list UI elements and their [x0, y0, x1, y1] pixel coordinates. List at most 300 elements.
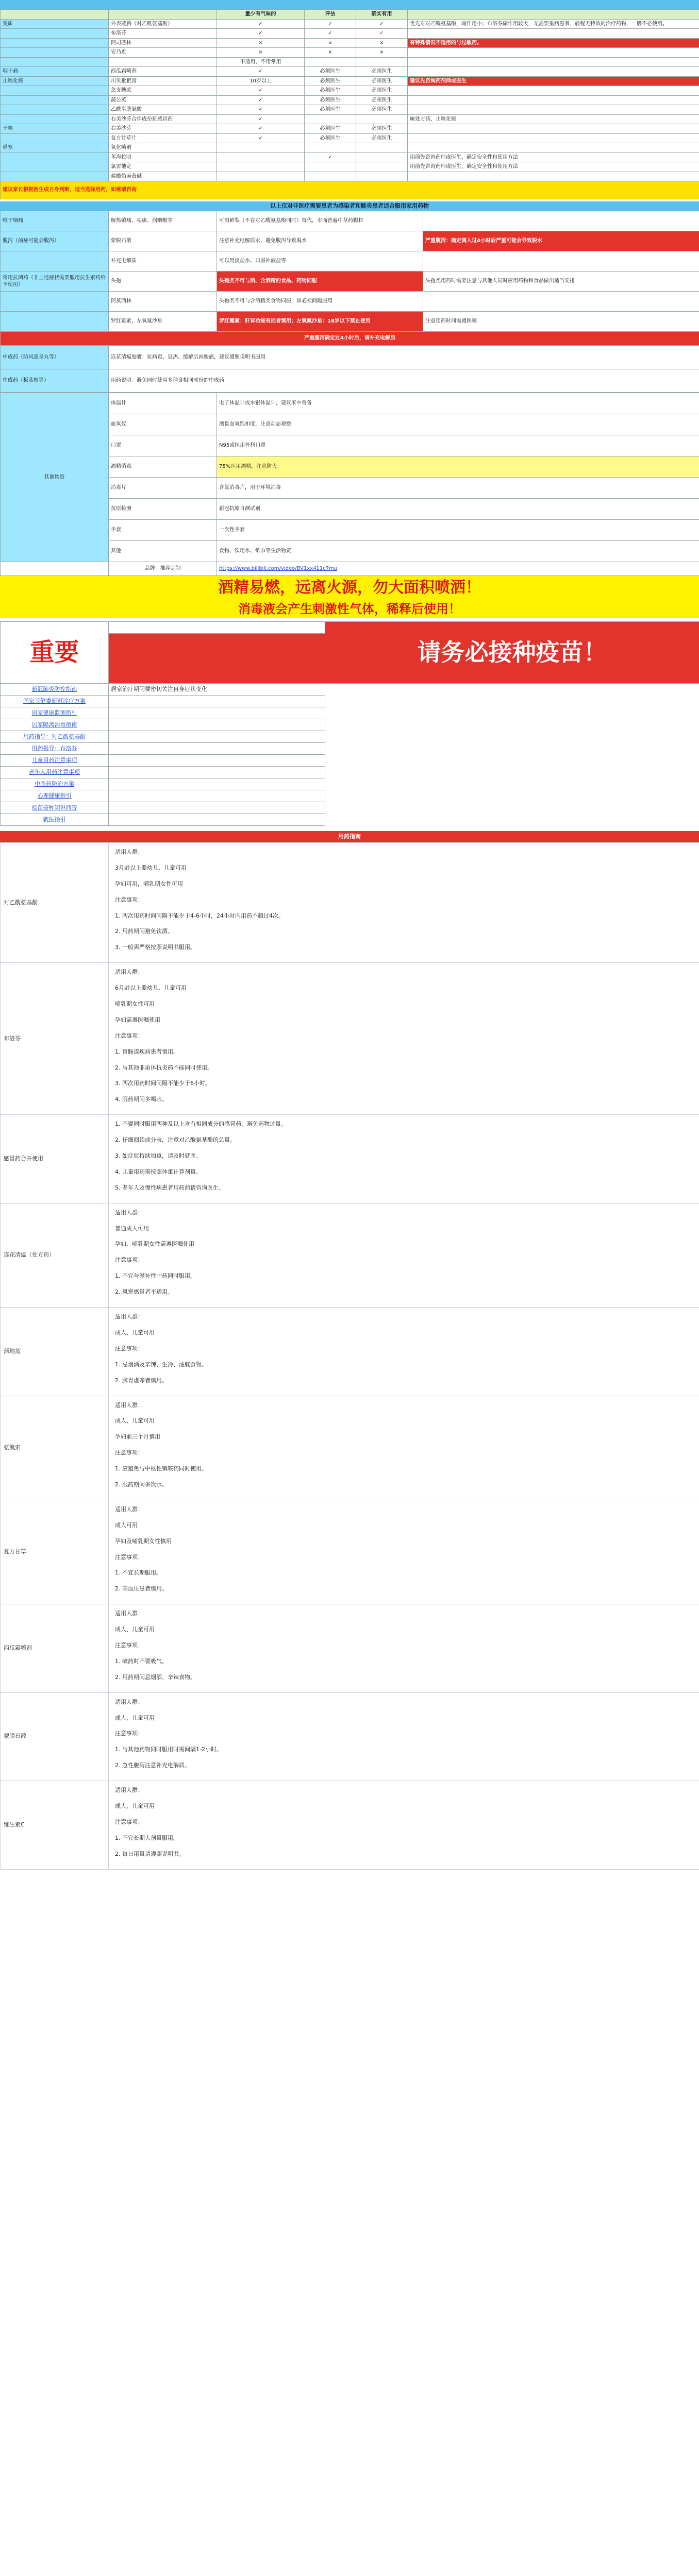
table-row	[1, 29, 699, 39]
notice-cell: 居家治疗期间要密切关注自身症状变化	[109, 684, 325, 696]
col-header	[109, 10, 217, 20]
section-body	[109, 1308, 699, 1396]
paragraph: 1. 忌烟酒及辛辣、生冷、油腻食物。	[115, 1361, 207, 1368]
value-cell	[305, 143, 356, 153]
table-row	[1, 1115, 699, 1203]
detail-cell: 注意补充电解质水，避免腹泻导致脱水	[217, 231, 423, 251]
value-cell	[305, 57, 356, 67]
paragraph: 1. 两次用药时间间隔不能少于4-6小时，24小时内用药不超过4次。	[115, 912, 284, 919]
notice-cell	[109, 790, 325, 802]
paragraph: 普通成人可用	[115, 1225, 149, 1232]
table-row	[1, 562, 699, 576]
table-row	[1, 231, 699, 251]
detail-table	[0, 842, 699, 1870]
table-row	[1, 272, 699, 292]
group-cell	[1, 57, 109, 67]
value-cell: ✓	[356, 29, 408, 39]
table-row	[1, 105, 699, 115]
product-hint: 品牌：推荐定制	[109, 562, 217, 576]
paragraph: 孕妇、哺乳期女性需遵医嘱使用	[115, 1241, 194, 1248]
links-header	[109, 622, 325, 634]
table-row	[1, 143, 699, 153]
paragraph: 2. 仔细阅读成分表，注意对乙酰氨基酚的总量。	[115, 1137, 236, 1144]
label-cell: 中成药（板蓝根等）	[1, 369, 109, 393]
section-body	[109, 843, 699, 963]
section-title: 西瓜霜喷剂	[1, 1604, 109, 1692]
group-cell: 变质	[1, 19, 109, 29]
paragraph: 3月龄以上婴幼儿、儿童可用	[115, 864, 187, 871]
note-cell: 建议先咨询药剂师或医生	[408, 76, 699, 86]
value-cell	[356, 114, 408, 124]
item-cell: 氧化喷剂	[109, 143, 217, 153]
paragraph: 4. 服药期间多喝水。	[115, 1096, 168, 1103]
detail-header: 用药指南	[0, 831, 699, 842]
item-cell: 西瓜霜喷剂	[109, 67, 217, 77]
paragraph: 1. 不宜长期服用。	[115, 1569, 162, 1577]
table-row	[1, 963, 699, 1115]
paragraph: 注意事项：	[115, 1345, 143, 1352]
table-row	[1, 292, 699, 312]
paragraph: 注意事项：	[115, 1449, 143, 1456]
detail-cell: 可用鲜梨（不在对乙酰氨基酚同时）替代，市面普遍中草药颗粒	[217, 211, 423, 231]
table-row	[1, 743, 699, 755]
paragraph: 成人、儿童可用	[115, 1714, 155, 1721]
paragraph: 适用人群：	[115, 969, 143, 976]
section-title: 蒲地蓝	[1, 1308, 109, 1396]
paragraph: 适用人群：	[115, 1698, 143, 1705]
chinese-medicine-table	[0, 346, 699, 393]
notice-cell	[109, 802, 325, 814]
table-row	[1, 114, 699, 124]
table-row	[1, 76, 699, 86]
group-cell: 咽干痛	[1, 67, 109, 77]
label-cell: 酒精消毒	[109, 456, 217, 478]
table-row	[1, 707, 699, 719]
value-cell: 必须医生	[305, 95, 356, 105]
value-cell: 不适用，不用常用	[217, 57, 305, 67]
value-cell	[356, 152, 408, 162]
text-cell: 罗红霉素，左氧氟沙星	[109, 312, 217, 332]
important-label: 重要	[29, 638, 79, 667]
group-cell	[1, 95, 109, 105]
section-title: 维生素C	[1, 1781, 109, 1869]
section-body	[109, 1692, 699, 1781]
table-row	[1, 767, 699, 778]
paragraph: 注意事项：	[115, 1641, 143, 1649]
guide-link[interactable]: 就医指引	[1, 814, 109, 826]
notice-cell	[109, 814, 325, 826]
table-row	[1, 1203, 699, 1307]
paragraph: 2. 脾胃虚寒者慎用。	[115, 1377, 168, 1384]
table-row	[1, 152, 699, 162]
item-cell: 川贝枇杷膏	[109, 76, 217, 86]
detail-cell: 严重腹泻：确定调入过4小时后严重可能会导致脱水	[423, 231, 699, 251]
label-cell: 中成药（防风通圣丸等）	[1, 346, 109, 369]
paragraph: 成人、儿童可用	[115, 1417, 155, 1425]
label-cell: 手套	[109, 520, 217, 541]
note-cell	[408, 57, 699, 67]
group-cell	[1, 48, 109, 58]
value-cell: ✓	[217, 114, 305, 124]
table-row	[1, 814, 699, 826]
item-cell: 阿司匹林	[109, 38, 217, 48]
value-cell: ✓	[217, 95, 305, 105]
side-note: 建议家长根据医生或自身判断，适当选择用药，如需请咨询	[1, 181, 699, 199]
highlight-cell: 严重腹泻确定过4小时后，请补充电解质	[1, 332, 699, 346]
col-header	[1, 10, 109, 20]
table-row	[1, 133, 699, 143]
table-row	[1, 346, 699, 369]
table-row	[1, 48, 699, 58]
item-cell: 急支糖浆	[109, 86, 217, 96]
paragraph: 适用人群：	[115, 1313, 143, 1320]
fire-warning: 酒精易燃，远离火源，勿大面积喷洒！	[0, 576, 699, 600]
guide-band: 以上仅对非医疗需要患者为感染者和肺炎患者适合服用家用药物	[0, 201, 699, 211]
detail-cell	[423, 211, 699, 231]
text-cell: 解热镇痛，祛痰、润咽喉等	[109, 211, 217, 231]
guide-link[interactable]: 居家隔离消毒指南	[1, 719, 109, 731]
group-cell	[1, 114, 109, 124]
paragraph: 2. 急性腹泻注意补充电解质。	[115, 1762, 190, 1769]
section-body	[109, 963, 699, 1115]
value-cell	[305, 162, 356, 172]
paragraph: 适用人群：	[115, 1505, 143, 1513]
table-row	[1, 731, 699, 743]
table-row	[1, 369, 699, 393]
group-cell	[1, 86, 109, 96]
text-cell: 阿莫西林	[109, 292, 217, 312]
item-cell: 盐酸伪麻黄碱	[109, 172, 217, 181]
section-body	[109, 1203, 699, 1307]
table-row	[1, 755, 699, 767]
paragraph: 成人、儿童可用	[115, 1329, 155, 1336]
item-cell: 氯雷他定	[109, 162, 217, 172]
section-body	[109, 1115, 699, 1203]
label-cell: 喉干咽痛	[1, 211, 109, 231]
value-cell: ×	[356, 48, 408, 58]
other-table	[0, 393, 699, 576]
guide-link[interactable]: 国家卫健委新冠诊疗方案	[1, 696, 109, 707]
text-cell: 电子体温计或水银体温计，建议家中常备	[217, 393, 699, 414]
note-cell	[408, 143, 699, 153]
detail-cell: 可以用淡盐水、口服补液盐等	[217, 251, 423, 272]
paragraph: 2. 每日用量请遵照说明书。	[115, 1850, 185, 1857]
value-cell: 必须医生	[356, 105, 408, 115]
table-row	[1, 19, 699, 29]
note-cell: 用前先咨询药师或医生，确定安全性和使用方法	[408, 162, 699, 172]
item-cell: 右美沙芬	[109, 124, 217, 134]
value-cell: 必须医生	[305, 105, 356, 115]
detail-cell: 注意用药时间需遵医嘱	[423, 312, 699, 332]
value-cell	[356, 57, 408, 67]
note-cell	[408, 95, 699, 105]
group-cell	[1, 152, 109, 162]
paragraph: 6月龄以上婴幼儿、儿童可用	[115, 985, 187, 992]
label-cell	[1, 312, 109, 332]
text-cell: 补充电解质	[109, 251, 217, 272]
paragraph: 1. 应避免与中枢性镇咳药同时使用。	[115, 1465, 207, 1472]
notice-cell	[109, 731, 325, 743]
paragraph: 适用人群：	[115, 849, 143, 855]
paragraph: 2. 与其他非甾体抗炎药不能同时使用。	[115, 1064, 213, 1071]
paragraph: 注意事项：	[115, 1257, 143, 1264]
label-cell: 其他	[109, 541, 217, 562]
note-cell	[408, 29, 699, 39]
paragraph: 1. 胃肠道疾病患者慎用。	[115, 1048, 179, 1055]
detail-cell: 罗红霉素：肝肾功能有损者慎用；左氧氟沙星：18岁以下禁止使用	[217, 312, 423, 332]
group-cell	[1, 105, 109, 115]
table-row	[1, 1781, 699, 1869]
section-body	[109, 1500, 699, 1604]
value-cell: ✓	[217, 105, 305, 115]
section-title: 氨溴索	[1, 1396, 109, 1500]
table-row	[1, 1692, 699, 1781]
paragraph: 2. 风寒感冒者不适用。	[115, 1289, 173, 1296]
value-cell: ✓	[305, 29, 356, 39]
value-cell: 必须医生	[305, 67, 356, 77]
text-cell: 测量血氧饱和度，注意动态观察	[217, 414, 699, 435]
paragraph: 孕妇及哺乳期女性慎用	[115, 1537, 172, 1545]
table-row	[1, 719, 699, 731]
notice-cell	[109, 707, 325, 719]
paragraph: 适用人群：	[115, 1209, 143, 1216]
paragraph: 成人、儿童可用	[115, 1626, 155, 1633]
value-cell: ✓	[217, 19, 305, 29]
text-cell: 75%医用酒精，注意防火	[217, 456, 699, 478]
notice-cell	[109, 778, 325, 790]
table-row	[1, 172, 699, 181]
table-row	[1, 393, 699, 414]
important-table	[0, 621, 699, 826]
item-cell	[109, 57, 217, 67]
table-row	[1, 162, 699, 172]
mix-warning: 消毒液会产生刺激性气体，稀释后使用！	[0, 600, 699, 618]
note-cell: 用前先咨询药师或医生，确定安全性和使用方法	[408, 152, 699, 162]
detail-cell	[423, 292, 699, 312]
note-cell: 优先对对乙酰氨基酚，副作用小；布洛芬副作用较大，无需要重病患者，病程无特效的治疗药物，一般不必使用。	[408, 19, 699, 29]
col-header: 评估	[305, 10, 356, 20]
paragraph: 注意事项：	[115, 1032, 143, 1039]
value-cell: 必须医生	[305, 133, 356, 143]
home-link[interactable]: https://www.bilibili.com/video/BV1xx411c7mu	[217, 562, 699, 576]
table-row	[1, 211, 699, 231]
guide-link[interactable]: 用药指导：布洛芬	[1, 743, 109, 755]
text-cell: 用药说明：避免同时使用多种含相同成份的中成药	[109, 369, 699, 393]
table-row	[1, 684, 699, 696]
section-body	[109, 1781, 699, 1869]
group-cell: 鼻塞	[1, 143, 109, 153]
guide-link[interactable]: 中医药防治方案	[1, 778, 109, 790]
note-cell: 有特殊情况不适用的与过敏药。	[408, 38, 699, 48]
detail-cell: 头孢类不可与酒、含酒精的食品、药物同服	[217, 272, 423, 292]
paragraph: 孕妇前三个月慎用	[115, 1433, 160, 1440]
value-cell: 必须医生	[356, 67, 408, 77]
label-cell: 常用抗菌药（非上述症状需要服用抗生素药给予使用）	[1, 272, 109, 292]
text-cell: 含氯消毒片，用于环境消毒	[217, 478, 699, 499]
text-cell: N95或医用外科口罩	[217, 435, 699, 456]
value-cell: ×	[305, 48, 356, 58]
value-cell	[356, 162, 408, 172]
value-cell	[305, 114, 356, 124]
group-cell	[1, 172, 109, 181]
item-cell: 乙酰半胱氨酸	[109, 105, 217, 115]
value-cell	[305, 172, 356, 181]
col-header	[408, 10, 699, 20]
section-body	[109, 1604, 699, 1692]
note-cell	[408, 48, 699, 58]
paragraph: 1. 与其他药物同时服用时需间隔1-2小时。	[115, 1746, 222, 1753]
value-cell: ✓	[356, 19, 408, 29]
guide-link[interactable]: 老年人用药注意事项	[1, 767, 109, 778]
text-cell: 食物、饮用水、纸巾等生活物资	[217, 541, 699, 562]
table-row	[1, 251, 699, 272]
section-title: 对乙酰氨基酚	[1, 843, 109, 963]
important-cell	[1, 622, 109, 684]
detail-cell	[423, 251, 699, 272]
text-cell: 连花清瘟胶囊：抗病毒、退热、缓解肌肉酸痛，建议遵照说明书服用	[109, 346, 699, 369]
text-cell: 蒙脱石散	[109, 231, 217, 251]
paragraph: 1. 不宜与滋补性中药同时服用。	[115, 1273, 196, 1280]
value-cell: 必须医生	[305, 86, 356, 96]
table-row	[1, 1308, 699, 1396]
paragraph: 孕妇需遵医嘱使用	[115, 1016, 160, 1023]
note-cell	[408, 124, 699, 134]
group-cell: 其他物资	[1, 393, 109, 562]
value-cell: 必须医生	[356, 86, 408, 96]
value-cell: ✓	[217, 67, 305, 77]
notice-cell	[109, 719, 325, 731]
table-row	[1, 124, 699, 134]
paragraph: 5. 老年人及慢性病患者用药前请咨询医生。	[115, 1184, 224, 1191]
guide-link[interactable]: 居家健康监测指引	[1, 707, 109, 719]
group-cell: 干咳	[1, 124, 109, 134]
table-row	[1, 1604, 699, 1692]
notice-cell	[109, 767, 325, 778]
value-cell: ✓	[217, 29, 305, 39]
value-cell: ✓	[217, 133, 305, 143]
paragraph: 2. 用药期间忌烟酒、辛辣食物。	[115, 1673, 196, 1681]
paragraph: 1. 不宜长期大剂量服用。	[115, 1834, 179, 1841]
value-cell: 必须医生	[356, 76, 408, 86]
notice-cell	[109, 755, 325, 767]
value-cell: 必须医生	[305, 76, 356, 86]
table-row	[1, 696, 699, 707]
paragraph: 注意事项：	[115, 1730, 143, 1737]
note-cell	[408, 105, 699, 115]
value-cell: 必须医生	[356, 95, 408, 105]
table-row	[1, 181, 699, 199]
value-cell	[217, 152, 305, 162]
value-cell: 必须医生	[356, 124, 408, 134]
paragraph: 2. 服药期间多饮水。	[115, 1481, 168, 1488]
paragraph: 注意事项：	[115, 1818, 143, 1825]
paragraph: 3. 两次用药时间间隔不能少于6小时。	[115, 1080, 211, 1087]
label-cell	[1, 292, 109, 312]
item-cell: 外表蒸腾（对乙酰氨基酚）	[109, 19, 217, 29]
detail-cell: 头孢类不可与含酒精类食物同服，如必须间隔服用	[217, 292, 423, 312]
table-row	[1, 86, 699, 96]
note-cell	[408, 133, 699, 143]
table-row	[1, 312, 699, 332]
value-cell: ✓	[305, 19, 356, 29]
paragraph: 适用人群：	[115, 1401, 143, 1409]
note-cell: 属处方药，止咳化痰	[408, 114, 699, 124]
value-cell: ×	[305, 38, 356, 48]
value-cell: ✓	[217, 124, 305, 134]
table-row	[1, 95, 699, 105]
item-cell: 复方甘草片	[109, 133, 217, 143]
text-cell: 头孢	[109, 272, 217, 292]
section-body	[109, 1396, 699, 1500]
guide-table	[0, 211, 699, 346]
value-cell: ✓	[305, 152, 356, 162]
paragraph: 孕妇可用，哺乳期女性可用	[115, 880, 183, 887]
table-row	[1, 332, 699, 346]
table-row	[1, 1396, 699, 1500]
value-cell	[356, 172, 408, 181]
table-row	[1, 67, 699, 77]
value-cell: ×	[356, 38, 408, 48]
text-cell: 新冠抗原自测试剂	[217, 499, 699, 520]
paragraph: 注意事项：	[115, 1553, 143, 1561]
section-title: 感冒药合并使用	[1, 1115, 109, 1203]
label-cell: 消毒片	[109, 478, 217, 499]
text-cell: 一次性手套	[217, 520, 699, 541]
item-cell: 右美沙芬合伴成份抗感冒药	[109, 114, 217, 124]
item-cell: 安乃近	[109, 48, 217, 58]
paragraph: 4. 儿童用药需按照体重计算剂量。	[115, 1168, 202, 1175]
paragraph: 哺乳期女性可用	[115, 1001, 155, 1008]
label-cell: 口罩	[109, 435, 217, 456]
table-row	[1, 790, 699, 802]
label-cell: 腹泻（前症可能会腹泻）	[1, 231, 109, 251]
value-cell: 必须医生	[305, 124, 356, 134]
paragraph: 1. 不要同时服用两种及以上含有相同成分的感冒药，避免药物过量。	[115, 1121, 287, 1128]
table-row	[1, 843, 699, 963]
paragraph: 3. 如症状持续加重，请及时就医。	[115, 1153, 202, 1160]
value-cell: 必须医生	[356, 133, 408, 143]
guide-link[interactable]: 疫苗接种知识问答	[1, 802, 109, 814]
paragraph: 适用人群：	[115, 1610, 143, 1617]
value-cell	[217, 143, 305, 153]
item-cell: 苯海拉明	[109, 152, 217, 162]
guide-link[interactable]: 心理健康指引	[1, 790, 109, 802]
table-row	[1, 802, 699, 814]
value-cell	[217, 172, 305, 181]
table-row	[1, 38, 699, 48]
paragraph: 成人可用	[115, 1521, 138, 1529]
guide-link[interactable]: 新冠肺炎防控指南	[1, 684, 109, 696]
medicine-table	[0, 9, 699, 199]
red-box	[109, 634, 325, 684]
label-cell: 体温计	[109, 393, 217, 414]
group-cell	[1, 38, 109, 48]
label-cell: 抗原检测	[109, 499, 217, 520]
detail-cell: 头孢类用药时需要注意与其他人同时应用药物和食品做出适当安排	[423, 272, 699, 292]
guide-link[interactable]: 用药指导：对乙酰氨基酚	[1, 731, 109, 743]
notice-cell	[109, 743, 325, 755]
item-cell: 蒲公英	[109, 95, 217, 105]
guide-link[interactable]: 儿童用药注意事项	[1, 755, 109, 767]
spacer	[1, 562, 109, 576]
table-row	[1, 1500, 699, 1604]
group-cell	[1, 29, 109, 39]
paragraph: 成人、儿童可用	[115, 1802, 155, 1809]
value-cell: 10岁以上	[217, 76, 305, 86]
note-cell	[408, 67, 699, 77]
section-title: 连花清瘟（处方药）	[1, 1203, 109, 1307]
section-title: 布洛芬	[1, 963, 109, 1115]
